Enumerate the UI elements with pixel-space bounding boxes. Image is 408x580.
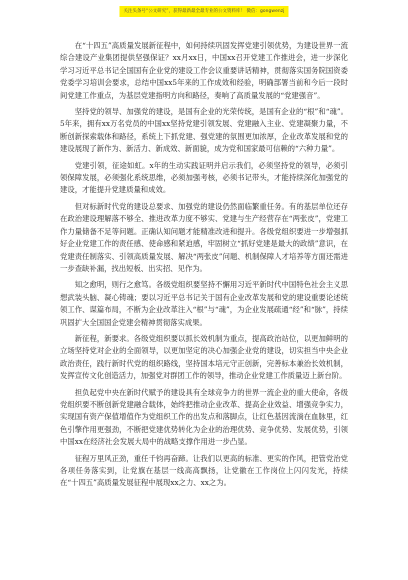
promo-banner xyxy=(119,6,288,17)
paragraph-new-journey: 新征程，新要求。各级党组织要以抓长效机制为重点，提高政治站位，以更加鲜明的立场坚持党对企业的全面领导，以更加坚定的决心加强企业党的建设，切实担当中央企业政治责任，践行新时代党的组织路线，坚持国本培元守正创新，完善标本兼治长效机制，发挥宣传文化创造活力，加强党对群团工作的领导，推动企业党建工作质量迈上新台阶。 xyxy=(60,333,348,381)
paragraph-party-leadership: 坚持党的领导、加强党的建设，是国有企业的光荣传统，是国有企业的“根”和“魂”。5年来，拥有xx万名党员的中国xx坚持党建引领发展、党建融入主业、党建凝聚力量，不断创新探索载体和路径，系统上下抓党建、强党建的氛围更加浓厚，企业改革发展和党的建设展现了新作为、新活力、新成效、新面貌，成为党和国家最可信赖的“六种力量”。 xyxy=(60,107,348,154)
promo-banner-text: 关注头条号“公文研究”，获得最新最全最专业的公文资料库！ 微信：gongwenzj xyxy=(123,9,285,14)
paragraph-intro: 在“十四五”高质量发展新征程中，如何持续巩固发挥党建引领优势，为建设世界一流综合建设产业集团提供坚强保证？xx月xx日，中国xx召开党建工作推进会，进一步深化学习习近平总书记全国国有企业党的建设工作会议重要讲话精神，贯彻落实国务院国资委党委学习培训会要求，总结中国xx5年来的工作成效和经验，明确部署当前和今后一段时间党建工作重点，为基层党建指明方向和路径，奏响了高质量发展的“党建强音”。 xyxy=(60,41,348,100)
paragraph-mission: 担负起党中央在新时代赋予的建设具有全球竞争力的世界一流企业的重大使命，各级党组织要不断创新党建融合载体，始终把推动企业改革、提高企业效益、增强竞争实力，实现国有资产保值增值作为党组织工作的出发点和落脚点，让红色基因流淌在血脉里，红色引擎作用更强劲，不断把党建优势转化为企业的治理优势、竞争优势、发展优势，引领中国xx在经济社会发展大局中的战略支撑作用进一步凸显。 xyxy=(60,387,348,447)
paragraph-practice-lessons: 党建引领，征途如虹。x年的生动实践证明并启示我们，必须坚持党的领导，必须引领保障发展，必须强化系统思维，必须加强考核，必须书记带头，才能持续深化加强党的建设，才能提升党建质量和成效。 xyxy=(60,160,348,195)
paragraph-closing: 征程万里风正劲，重任千钧再奋蹄。让我们以更高的标准、更实的作风，把管党治党各项任务落实到，让党旗在基层一线高高飘扬，让党徽在工作岗位上闪闪发光，持续在“十四五”高质量发展征程中展现xx之力、xx之为。 xyxy=(60,453,348,488)
paragraph-knowledge-action: 知之愈明，则行之愈笃。各级党组织要坚持不懈用习近平新时代中国特色社会主义思想武装头脑、凝心铸魂；要以习近平总书记关于国有企业改革发展和党的建设重要论述统领工作、谋篇布局，不断为企业改革注入“根”与“魂”，为企业发展疏通“经”和“脉”，持续巩固扩大全国国企党建会精神贯彻落实成果。 xyxy=(60,280,348,327)
paragraph-challenges: 但对标新时代党的建设总要求、加强党的建设仍然面临繁重任务。有的基层单位还存在政治建设理解落不够全、推进改革力度不够实、党建与生产经营存在“两张皮”，党建工作力量储备不足等问题。正确认知问题才能精准改进和提升。各级党组织要进一步增强抓好企业党建工作的责任感、使命感和紧迫感，牢固树立“抓好党建是最大的政绩”意识，在党建责任制落实、引领高质量发展、解决“两张皮”问题、机制保障人才培养等方面还需进一步查缺补漏，找出短板、出实招、见作为。 xyxy=(60,201,348,273)
article-body xyxy=(60,40,348,494)
